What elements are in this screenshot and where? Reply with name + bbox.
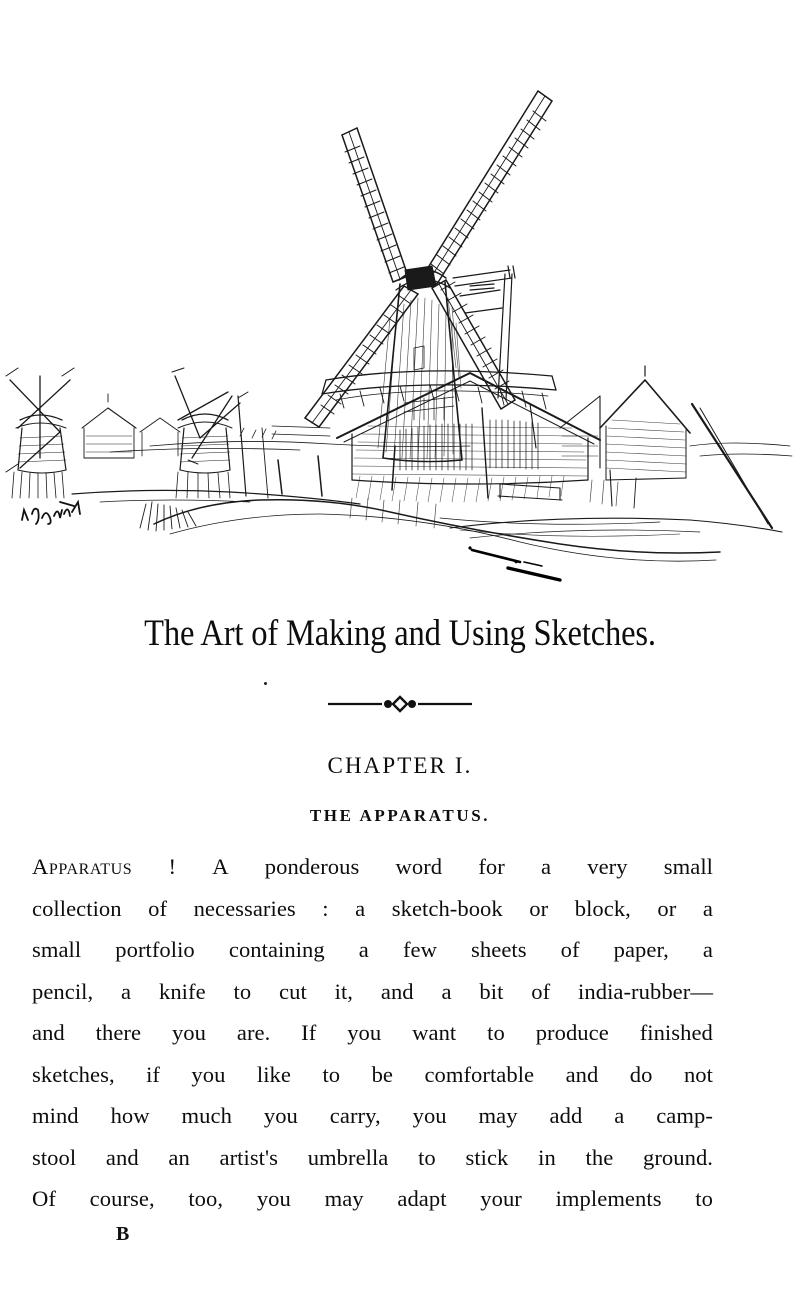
word: want — [412, 1020, 457, 1045]
word: containing — [228, 937, 325, 962]
signature-mark: B — [116, 1223, 130, 1245]
section-heading: THE APPARATUS. — [309, 806, 491, 825]
word: A — [212, 854, 229, 879]
word: you — [256, 1186, 291, 1211]
word: and — [380, 978, 414, 1004]
word: in — [538, 1144, 556, 1170]
word: collection — [32, 895, 122, 921]
word: may — [324, 1186, 364, 1211]
word: a — [614, 1103, 625, 1128]
word: india-rubber— — [578, 978, 713, 1004]
text-line-4 — [32, 971, 713, 1013]
word: may — [478, 1103, 518, 1128]
word: you — [347, 1020, 382, 1045]
text-line-5 — [32, 1012, 713, 1054]
illustration-svg — [0, 28, 800, 598]
word: add — [549, 1103, 583, 1128]
word: pencil, — [32, 978, 94, 1004]
word: to — [487, 1020, 505, 1045]
word: comfortable — [424, 1061, 535, 1087]
word: there — [95, 1020, 142, 1045]
word: like — [256, 1061, 291, 1087]
word: mind — [32, 1103, 79, 1128]
word: a — [355, 895, 366, 921]
windmill-illustration — [0, 28, 800, 598]
word: of — [148, 895, 168, 921]
word: stick — [465, 1144, 509, 1170]
word: and — [105, 1144, 139, 1170]
word: and — [32, 1020, 65, 1045]
word: and — [565, 1061, 599, 1087]
text-line-2 — [32, 888, 713, 930]
word: knife — [158, 978, 206, 1004]
word: to — [233, 978, 252, 1004]
page-title: The Art of Making and Using Sketches. — [144, 613, 656, 654]
word: you — [191, 1061, 226, 1087]
stray-ink-dot — [264, 682, 267, 685]
word: bit — [479, 978, 504, 1004]
text-line-1 — [32, 846, 713, 888]
word: small — [663, 854, 713, 879]
word: you — [263, 1103, 298, 1128]
word: stool — [32, 1144, 77, 1170]
word: to — [418, 1144, 436, 1170]
word: an — [168, 1144, 190, 1170]
word: adapt — [397, 1186, 447, 1211]
word: implements — [555, 1186, 662, 1211]
word: of — [560, 937, 580, 962]
word: a — [702, 895, 713, 921]
word: how — [110, 1103, 150, 1128]
word: word — [395, 854, 443, 879]
opening-smallcaps-word: Apparatus — [32, 854, 133, 879]
word: to — [322, 1061, 341, 1087]
word: : — [322, 895, 329, 921]
word: not — [683, 1061, 713, 1087]
word: it, — [334, 978, 354, 1004]
ornament-divider — [0, 694, 800, 716]
body-paragraph — [32, 846, 713, 1220]
word: block, — [574, 895, 631, 921]
text-line-7 — [32, 1095, 713, 1137]
word: you — [171, 1020, 206, 1045]
word: paper, — [613, 937, 669, 962]
word: produce — [535, 1020, 609, 1045]
word: much — [181, 1103, 232, 1128]
word: a — [358, 937, 369, 962]
word: or — [529, 895, 549, 921]
word: sketch-book — [391, 895, 503, 921]
word: sheets — [471, 937, 527, 962]
word: artist's — [219, 1144, 278, 1170]
word: a — [441, 978, 452, 1004]
word: sketches, — [32, 1061, 115, 1087]
word: course, — [89, 1186, 155, 1211]
word: portfolio — [115, 937, 195, 962]
word: do — [629, 1061, 653, 1087]
word: to — [695, 1186, 713, 1211]
diamond-rule-icon — [310, 694, 490, 714]
word: carry, — [329, 1103, 381, 1128]
text-line-6 — [32, 1054, 713, 1096]
word: ! — [168, 854, 177, 879]
word: camp- — [656, 1103, 713, 1128]
word: a — [121, 978, 132, 1004]
word: you — [412, 1103, 447, 1128]
word: If — [301, 1020, 317, 1045]
word: necessaries — [193, 895, 296, 921]
word: few — [402, 937, 437, 962]
word: be — [371, 1061, 393, 1087]
word: cut — [279, 978, 307, 1004]
word: small — [32, 937, 82, 962]
word: or — [657, 895, 677, 921]
title-block — [0, 612, 800, 656]
word: ponderous — [264, 854, 360, 879]
chapter-heading: CHAPTER I. — [327, 753, 473, 778]
word: your — [480, 1186, 522, 1211]
text-line-3 — [32, 929, 713, 971]
text-line-8 — [32, 1137, 713, 1179]
word: a — [702, 937, 713, 962]
word: too, — [188, 1186, 224, 1211]
word: umbrella — [307, 1144, 389, 1170]
word: if — [146, 1061, 160, 1087]
word: very — [587, 854, 628, 879]
word: the — [585, 1144, 614, 1170]
word: for — [478, 854, 505, 879]
word: of — [531, 978, 551, 1004]
word: are. — [236, 1020, 271, 1045]
word: ground. — [642, 1144, 713, 1170]
word: a — [540, 854, 552, 879]
word: finished — [639, 1020, 713, 1045]
text-line-9 — [32, 1178, 713, 1220]
word: Of — [32, 1186, 56, 1211]
